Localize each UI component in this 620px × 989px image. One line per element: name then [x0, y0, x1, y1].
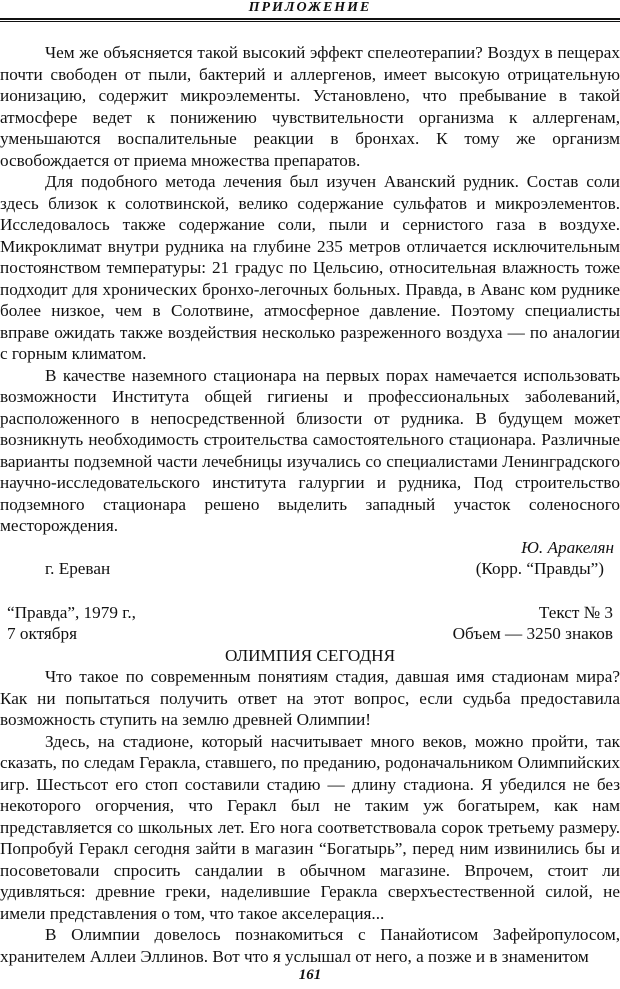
paragraph: Здесь, на стадионе, который насчитывает много веков, можно пройти, так сказать, по следам Геракла, ставшего, по преданию, родоначальником Олимпийских игр. Шестьсот его стоп составили стадию — длину стадиона. Я убедился не без некоторого огорчения, что Геракл был не таким уж богатырем, как нам представляется со школьных лет. Его нога соответствовала сорок третьему размеру. Попробуй Геракл сегодня зайти в магазин “Богатырь”, перед ним извинились бы и посоветовали спросить сандалии в обычном магазине. Впрочем, стоит ли удивляться: древние греки, наделившие Геракла сверхъестественной силой, не имели представления о том, что такое акселерация... [0, 731, 620, 923]
paragraph: Для подобного метода лечения был изучен Аванский рудник. Состав соли здесь близок к солотвинской, велико содержание сульфатов и микроэлементов. Исследовалось также содержание соли, пыли и сернистого газа в воздухе. Микроклимат внутри рудника на глубине 235 метров отличается исключительным постоянством температуры: 21 градус по Цельсию, относительная влажность тоже подходит для хронических бронхо-легочных больных. Правда, в Аванс ком руднике более низкое, чем в Солотвине, атмосферное давление. Поэтому специалисты вправе ожидать также воздействия несколько разреженного воздуха — по аналогии с горным климатом. [0, 172, 620, 363]
dateline-row [0, 558, 620, 580]
paragraph: В качестве наземного стационара на первых порах намечается использовать возможности Института общей гигиены и профессиональных заболеваний, расположенного в непосредственной близости от рудника. В будущем может возникнуть необходимость строительства самостоятельного стационара. Различные варианты подземной части лечебницы изучались со специалистами Ленинградского научно-исследовательского института галургии и рудника, Под строительство подземного стационара решено выделить западный участок соленосного месторождения. [0, 365, 620, 535]
text-volume: Объем — 3250 знаков [452, 624, 613, 643]
date-row [0, 623, 620, 645]
page-header [0, 0, 620, 28]
paragraph: Что такое по современным понятиям стадия, давшая имя стадионам мира? Как ни попытаться получить ответ на этот вопрос, если судьба предоставила возможность ступить на землю древней Олимпии! [0, 667, 620, 729]
dateline-city: г. Ереван [45, 559, 111, 578]
page-number: 161 [298, 967, 322, 983]
running-title: ПРИЛОЖЕНИЕ [248, 0, 372, 15]
article-title: ОЛИМПИЯ СЕГОДНЯ [224, 645, 396, 665]
text-number: Текст № 3 [538, 602, 613, 622]
source-citation: “Правда”, 1979 г., [7, 602, 136, 622]
author-signature: Ю. Аракелян [521, 537, 614, 557]
spacer [0, 580, 620, 602]
dateline-credit: (Корр. “Правды”) [475, 559, 604, 578]
page-body [0, 42, 620, 967]
paragraph: Чем же объясняется такой высокий эффект спелеотерапии? Воздух в пещерах почти свободен от пыли, бактерий и аллергенов, имеет высокую отрицательную ионизацию, содержит микроэлементы. Установлено, что пребывание в такой атмосфере ведет к понижению чувствительности организма к аллергенам, уменьшаются воспалительные реакции в бронхах. К тому же организм освобождается от приема множества препаратов. [0, 43, 620, 170]
source-row [0, 602, 620, 624]
paragraph: В Олимпии довелось познакомиться с Панайотисом Зафейропулосом, хранителем Аллеи Эллинов. Вот что я услышал от него, а позже и в знаменитом [0, 925, 620, 966]
header-rule-thin [0, 21, 620, 22]
header-rule-thick [0, 18, 620, 20]
source-date: 7 октября [7, 624, 78, 643]
